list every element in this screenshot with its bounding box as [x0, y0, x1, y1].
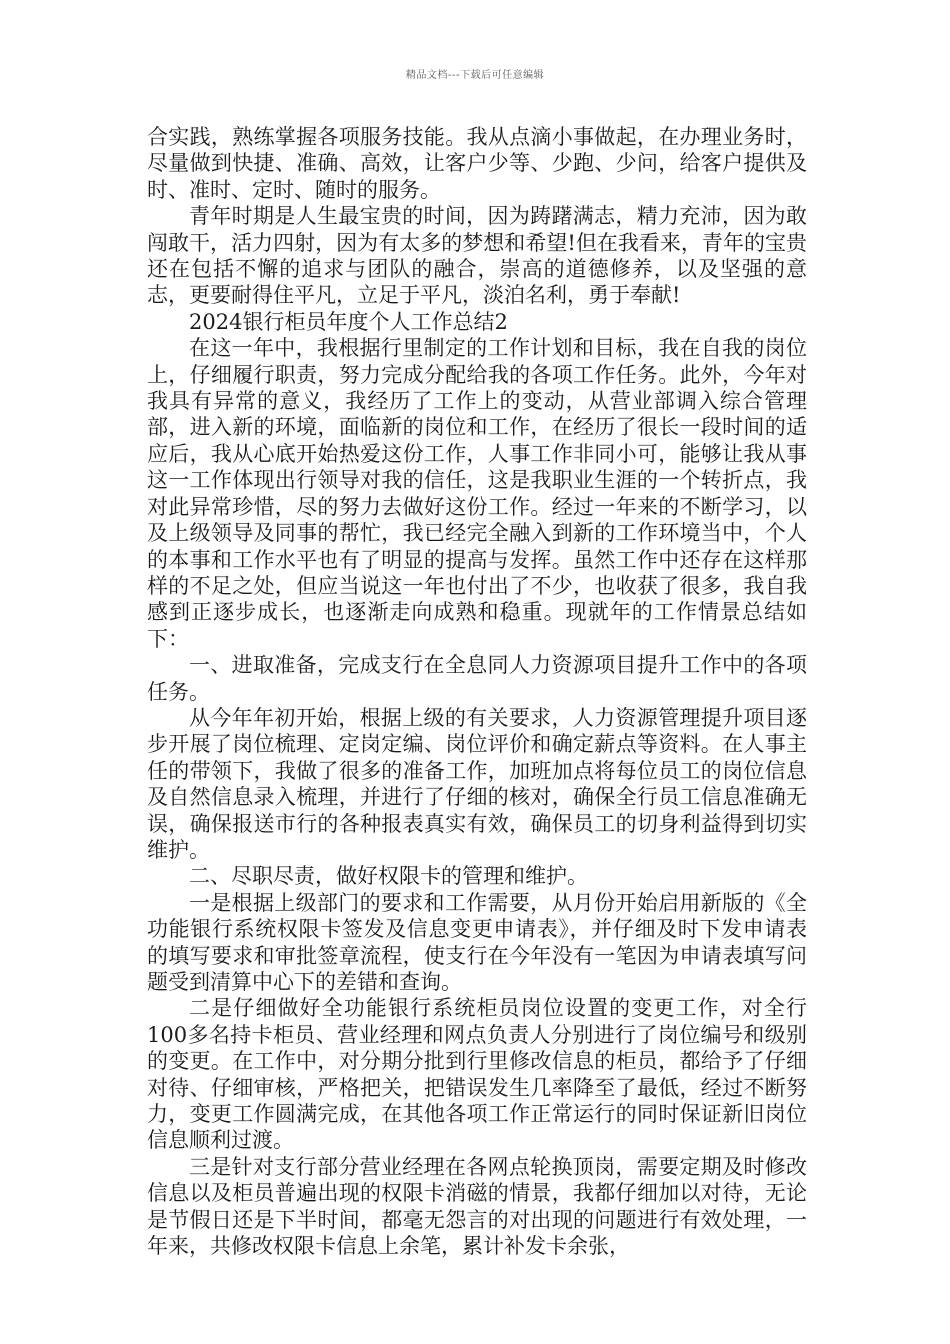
paragraph-5: 一是根据上级部门的要求和工作需要，从月份开始启用新版的《全功能银行系统权限卡签发及信息变更申请表》，并仔细及时下发申请表的填写要求和审批签章流程，使支行在今年没有一笔因为申请表填写问题受到清算中心下的差错和查询。 — [147, 890, 807, 994]
paragraph-2: 青年时期是人生最宝贵的时间，因为踌躇满志，精力充沛，因为敢闯敢干，活力四射，因为有太多的梦想和希望!但在我看来，青年的宝贵还在包括不懈的追求与团队的融合，崇高的道德修养，以及坚强的意志，更要耐得住平凡，立足于平凡，淡泊名利，勇于奉献! — [147, 204, 807, 308]
document-body — [147, 124, 807, 1259]
heading-1: 一、进取准备，完成支行在全息同人力资源项目提升工作中的各项任务。 — [147, 653, 807, 704]
paragraph-3: 在这一年中，我根据行里制定的工作计划和目标，我在自我的岗位上，仔细履行职责，努力完成分配给我的各项工作任务。此外，今年对我具有异常的意义，我经历了工作上的变动，从营业部调入综合管理部，进入新的环境，面临新的岗位和工作，在经历了很长一段时间的适应后，我从心底开始热爱这份工作，人事工作非同小可，能够让我从事这一工作体现出行领导对我的信任，这是我职业生涯的一个转折点，我对此异常珍惜，尽的努力去做好这份工作。经过一年来的不断学习，以及上级领导及同事的帮忙，我已经完全融入到新的工作环境当中，个人的本事和工作水平也有了明显的提高与发挥。虽然工作中还存在这样那样的不足之处，但应当说这一年也付出了不少，也收获了很多，我自我感到正逐步成长，也逐渐走向成熟和稳重。现就年的工作情景总结如下： — [147, 336, 807, 651]
paragraph-7: 三是针对支行部分营业经理在各网点轮换顶岗，需要定期及时修改信息以及柜员普遍出现的权限卡消磁的情景，我都仔细加以对待，无论是节假日还是下半时间，都毫无怨言的对出现的问题进行有效处理，一年来，共修改权限卡信息上余笔，累计补发卡余张， — [147, 1154, 807, 1259]
heading-2: 二、尽职尽责，做好权限卡的管理和维护。 — [189, 864, 588, 889]
paragraph-1: 合实践，熟练掌握各项服务技能。我从点滴小事做起，在办理业务时，尽量做到快捷、准确、高效，让客户少等、少跑、少问，给客户提供及时、准时、定时、随时的服务。 — [147, 125, 807, 202]
paragraph-6: 二是仔细做好全功能银行系统柜员岗位设置的变更工作，对全行100多名持卡柜员、营业经理和网点负责人分别进行了岗位编号和级别的变更。在工作中，对分期分批到行里修改信息的柜员，都给予了仔细对待、仔细审核，严格把关，把错误发生几率降至了最低，经过不断努力，变更工作圆满完成，在其他各项工作正常运行的同时保证新旧岗位信息顺利过渡。 — [147, 996, 807, 1153]
page-header-note: 精品文档---下载后可任意编辑 — [405, 70, 545, 81]
section-title: 2024银行柜员年度个人工作总结2 — [189, 309, 508, 334]
paragraph-4: 从今年年初开始，根据上级的有关要求，人力资源管理提升项目逐步开展了岗位梳理、定岗定编、岗位评价和确定薪点等资料。在人事主任的带领下，我做了很多的准备工作，加班加点将每位员工的岗位信息及自然信息录入梳理，并进行了仔细的核对，确保全行员工信息准确无误，确保报送市行的各种报表真实有效，确保员工的切身利益得到切实维护。 — [147, 705, 807, 862]
